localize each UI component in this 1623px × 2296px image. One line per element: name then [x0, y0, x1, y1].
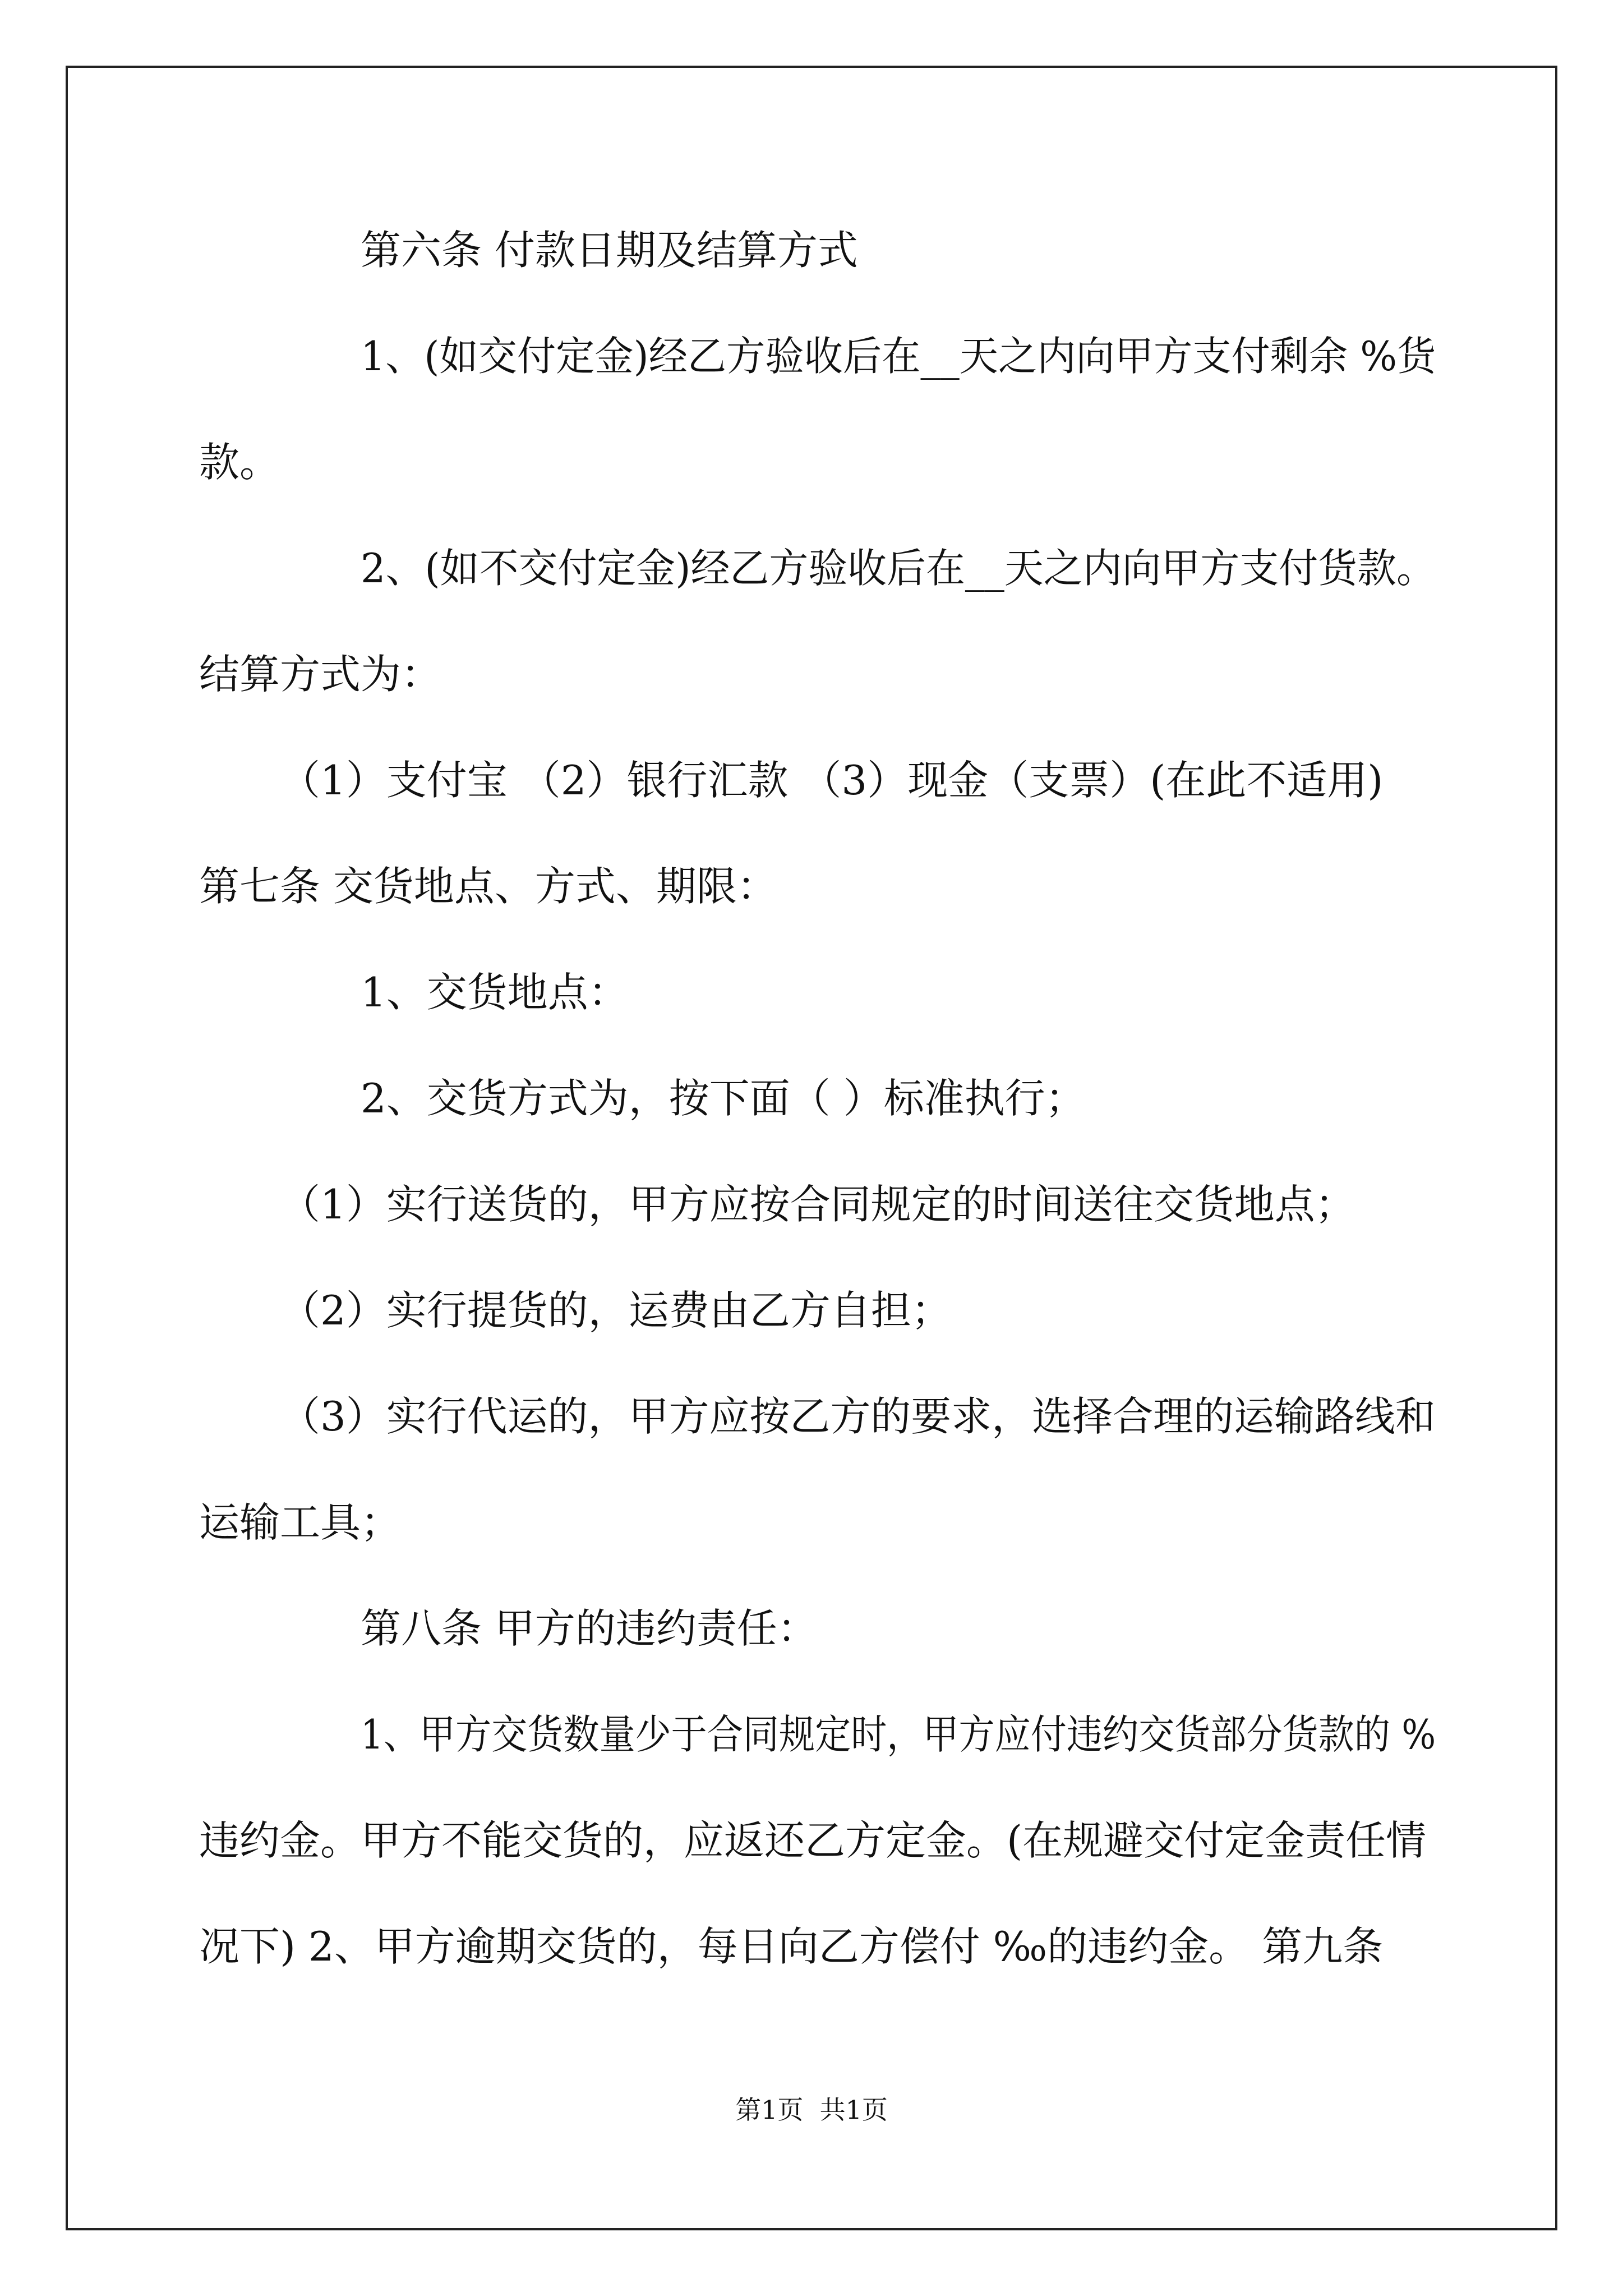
settlement-options: （1）支付宝 （2）银行汇款 （3）现金（支票）(在此不适用) — [280, 757, 1384, 804]
clause-7-item-1: 1、交货地点： — [361, 969, 629, 1016]
clause-6-item-1-line-1: 1、(如交付定金)经乙方验收后在__天之内向甲方支付剩余 %货 — [361, 333, 1436, 380]
clause-8-item-2-line: 况下) 2、甲方逾期交货的，每日向乙方偿付 ‰的违约金。 第九条 — [199, 1923, 1384, 1970]
clause-8-title: 第八条 甲方的违约责任： — [361, 1605, 818, 1652]
delivery-option-1: （1）实行送货的，甲方应按合同规定的时间送往交货地点； — [280, 1181, 1355, 1228]
delivery-option-3-line-1: （3）实行代运的，甲方应按乙方的要求，选择合理的运输路线和 — [280, 1393, 1436, 1440]
settlement-method-label: 结算方式为： — [199, 651, 442, 698]
clause-8-item-1-line-1: 1、甲方交货数量少于合同规定时，甲方应付违约交货部分货款的 % — [361, 1711, 1436, 1758]
clause-6-item-2: 2、(如不交付定金)经乙方验收后在__天之内向甲方支付货款。 — [361, 545, 1436, 592]
clause-6-item-1-line-2: 款。 — [199, 439, 280, 486]
clause-7-item-2: 2、交货方式为，按下面（ ）标准执行； — [361, 1075, 1086, 1122]
clause-7-title: 第七条 交货地点、方式、期限： — [199, 863, 777, 910]
delivery-option-2: （2）实行提货的，运费由乙方自担； — [280, 1287, 952, 1334]
page-footer: 第1页 共1页 — [735, 2095, 888, 2125]
delivery-option-3-line-2: 运输工具； — [199, 1499, 402, 1546]
clause-6-title: 第六条 付款日期及结算方式 — [361, 227, 858, 274]
clause-8-item-1-line-2: 违约金。甲方不能交货的，应返还乙方定金。(在规避交付定金责任情 — [199, 1817, 1427, 1864]
page-border — [66, 66, 1557, 2230]
